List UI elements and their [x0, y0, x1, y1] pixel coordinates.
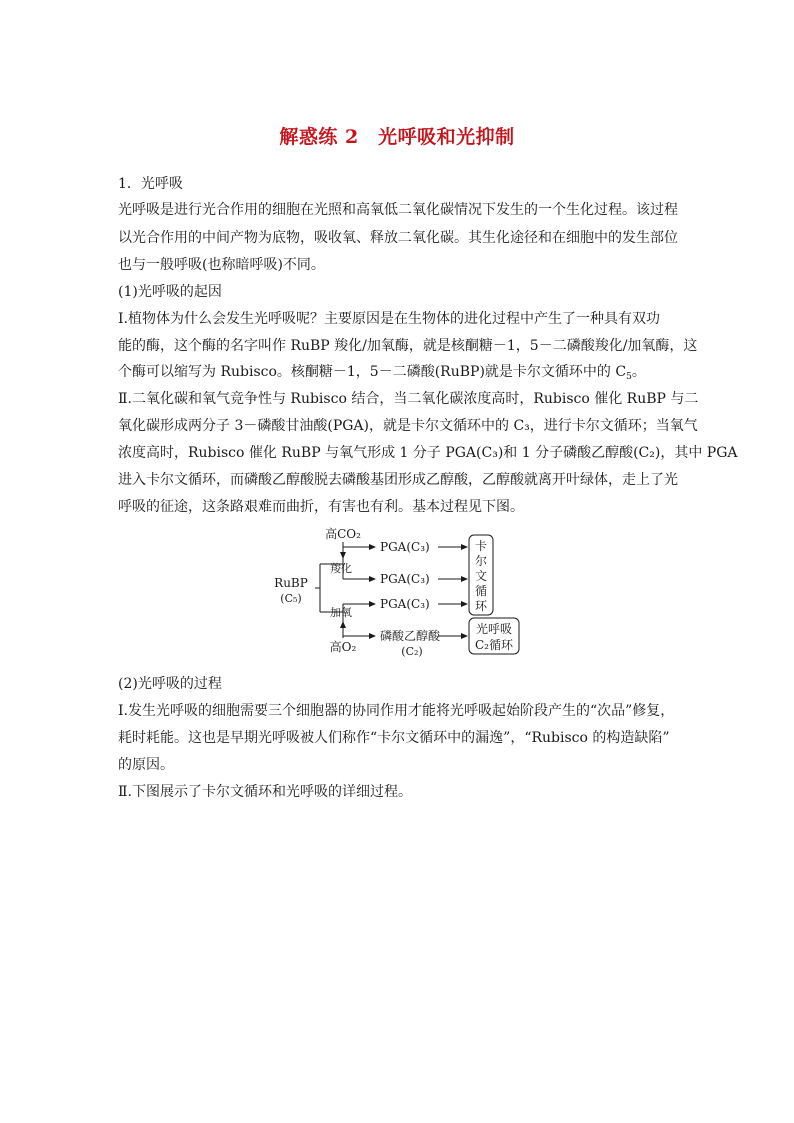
subheading-origin: (1)光呼吸的起因 — [118, 284, 222, 300]
calvin-char-2: 尔 — [474, 554, 488, 568]
intro-line-1: 光呼吸是进行光合作用的细胞在光照和高氧低二氧化碳情况下发生的一个生化过程。该过程 — [118, 202, 678, 218]
process-II-line: Ⅱ.下图展示了卡尔文循环和光呼吸的详细过程。 — [118, 784, 412, 800]
origin-II-line-1: Ⅱ.二氧化碳和氧气竞争性与 Rubisco 结合，当二氧化碳浓度高时，Rubisco 催化 RuBP 与二 — [118, 391, 699, 407]
intro-line-3: 也与一般呼吸(也称暗呼吸)不同。 — [118, 257, 325, 273]
calvin-char-1: 卡 — [474, 539, 488, 553]
page-title: 解惑练 2 光呼吸和光抑制 — [279, 126, 515, 148]
origin-I-line-3: 个酶可以缩写为 Rubisco。核酮糖－1，5－二磷酸(RuBP)就是卡尔文循环中的 $C_5$。 — [118, 364, 646, 382]
calvin-char-5: 环 — [474, 599, 488, 613]
oxygenation-label: 加氧 — [330, 606, 352, 619]
origin-II-line-2: 氧化碳形成两分子 3－磷酸甘油酸(PGA)，就是卡尔文循环中的 C₃，进行卡尔文循环；当氧气 — [118, 418, 698, 434]
glycolate-phosphate-label: 磷酸乙醇酸 — [380, 629, 441, 643]
origin-II-line-3: 浓度高时，Rubisco 催化 RuBP 与氧气形成 1 分子 PGA(C₃)和 1 分子磷酸乙醇酸(C₂)，其中 PGA — [118, 445, 738, 461]
photorespiration-diagram — [270, 524, 530, 660]
pga-label-1: PGA(C₃) — [380, 540, 430, 554]
process-I-line-3: 的原因。 — [118, 757, 174, 773]
section-heading-photorespiration: 1．光呼吸 — [118, 176, 183, 192]
photorespiration-label: 光呼吸 — [475, 622, 513, 636]
origin-II-line-5: 呼吸的征途，这条路艰难而曲折，有害也有利。基本过程见下图。 — [118, 499, 524, 515]
origin-I-line-2: 能的酶，这个酶的名字叫作 RuBP 羧化/加氧酶，就是核酮糖－1，5－二磷酸羧化/加氧酶，这 — [118, 338, 698, 354]
high-o2-label: 高O₂ — [329, 640, 357, 654]
rubp-label: RuBP — [274, 576, 308, 590]
c2-label: (C₂) — [401, 645, 423, 658]
c5-label: (C₅) — [280, 592, 302, 605]
pga-label-2: PGA(C₃) — [380, 572, 430, 586]
c2-cycle-label: C₂循环 — [475, 638, 513, 652]
process-I-line-1: Ⅰ.发生光呼吸的细胞需要三个细胞器的协同作用才能将光呼吸起始阶段产生的“次品”修复， — [118, 703, 675, 719]
subheading-process: (2)光呼吸的过程 — [118, 676, 222, 692]
calvin-char-3: 文 — [474, 569, 488, 583]
pga-label-3: PGA(C₃) — [380, 597, 430, 611]
carboxylation-label: 羧化 — [330, 562, 352, 575]
origin-II-line-4: 进入卡尔文循环，而磷酸乙醇酸脱去磷酸基团形成乙醇酸，乙醇酸就离开叶绿体，走上了光 — [118, 472, 678, 488]
calvin-char-4: 循 — [474, 584, 488, 598]
high-co2-label: 高CO₂ — [325, 527, 361, 541]
intro-line-2: 以光合作用的中间产物为底物，吸收氧、释放二氧化碳。其生化途径和在细胞中的发生部位 — [118, 230, 678, 246]
origin-I-line-1: Ⅰ.植物体为什么会发生光呼吸呢？主要原因是在生物体的进化过程中产生了一种具有双功 — [118, 311, 660, 327]
process-I-line-2: 耗时耗能。这也是早期光呼吸被人们称作“卡尔文循环中的漏逸”，“Rubisco 的构造缺陷” — [118, 730, 670, 746]
